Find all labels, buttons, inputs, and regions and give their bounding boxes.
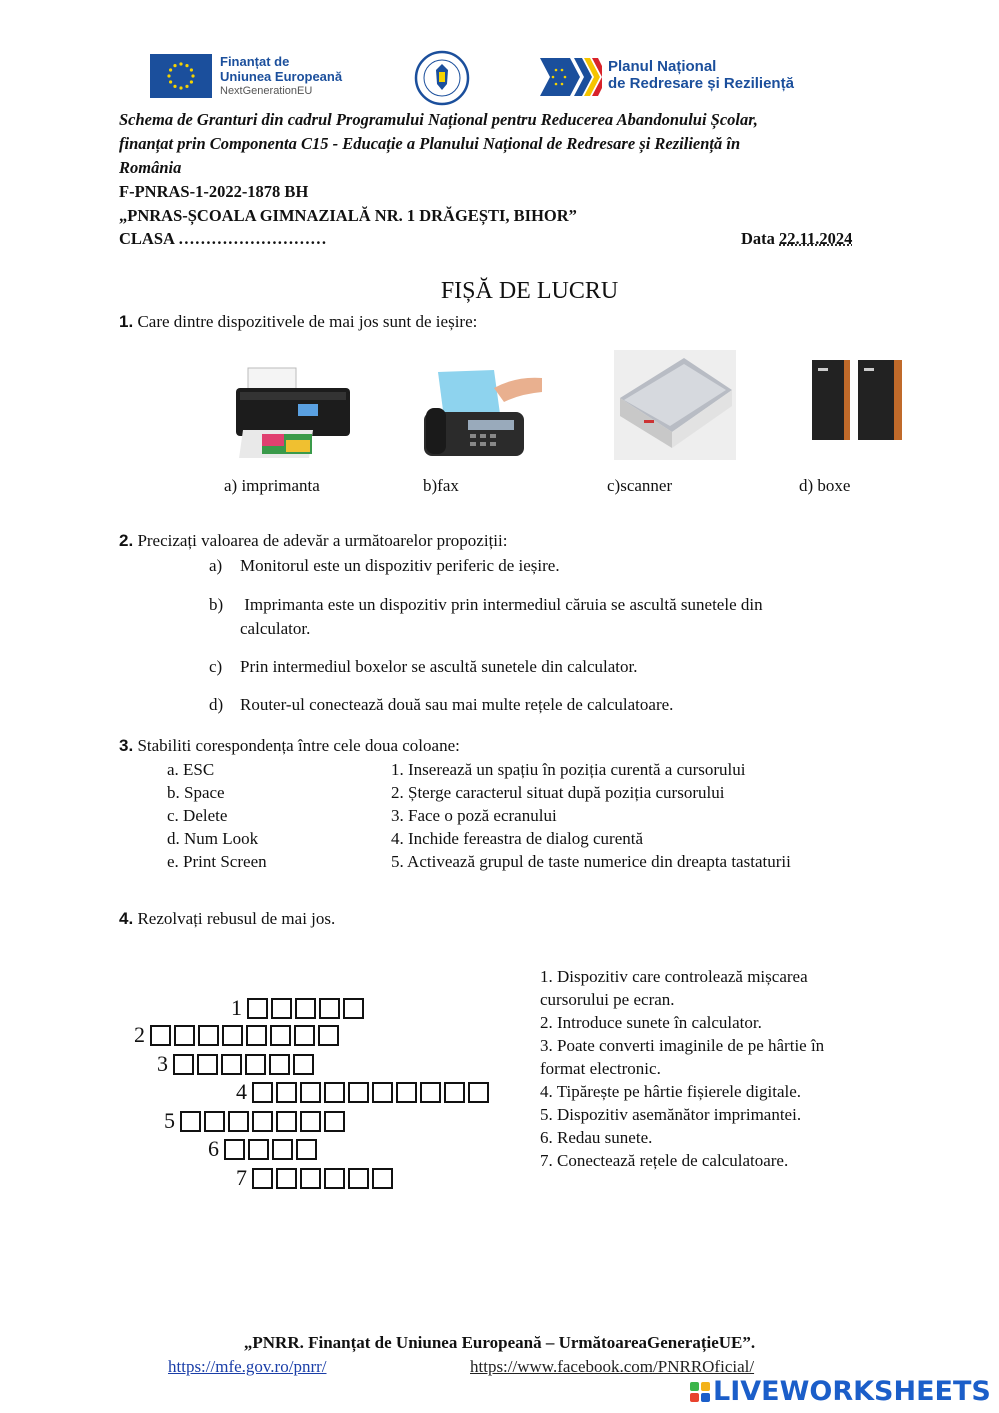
crossword-cell[interactable] bbox=[276, 1111, 297, 1132]
question-2 bbox=[119, 531, 507, 551]
statement-d bbox=[209, 693, 673, 717]
question-1-number: 1. bbox=[119, 312, 134, 331]
intro-line-2: finanțat prin Componenta C15 - Educație a Planului Național de Redresare și Reziliență în bbox=[119, 134, 741, 153]
liveworksheets-logo[interactable] bbox=[690, 1376, 991, 1407]
eu-logo-line3: NextGenerationEU bbox=[220, 85, 313, 97]
crossword-cell[interactable] bbox=[269, 1054, 290, 1075]
match-right-1: 1. Inserează un spațiu în poziția curentă a cursorului bbox=[391, 760, 746, 779]
intro-line-1: Schema de Granturi din cadrul Programului Național pentru Reducerea Abandonului Școlar, bbox=[119, 110, 758, 129]
clue-4: 4. Tipărește pe hârtie fișierele digitale. bbox=[540, 1082, 802, 1101]
liveworksheets-brand: LIVEWORKSHEETS bbox=[713, 1376, 991, 1407]
match-right-2: 2. Șterge caracterul situat după poziția cursorului bbox=[391, 783, 725, 802]
crossword-cell[interactable] bbox=[174, 1025, 195, 1046]
question-3 bbox=[119, 736, 460, 756]
statement-d-label: d) bbox=[209, 695, 224, 714]
match-right-5: 5. Activează grupul de taste numerice din dreapta tastaturii bbox=[391, 852, 791, 871]
eu-logo-line1: Finanțat de bbox=[220, 54, 290, 69]
pnrr-logo-line2: de Redresare și Reziliență bbox=[608, 75, 794, 92]
crossword-cell[interactable] bbox=[296, 1139, 317, 1160]
option-d-speakers: d) boxe bbox=[799, 476, 851, 495]
question-3-number: 3. bbox=[119, 736, 134, 755]
crossword-cell[interactable] bbox=[294, 1025, 315, 1046]
class-field: CLASA ……………………… bbox=[119, 229, 327, 248]
crossword-cell[interactable] bbox=[468, 1082, 489, 1103]
liveworksheets-icon bbox=[690, 1382, 710, 1402]
match-left-b: b. Space bbox=[167, 783, 225, 802]
government-seal-icon bbox=[414, 50, 470, 106]
clue-1-cont: cursorului pe ecran. bbox=[540, 990, 675, 1009]
crossword-cell[interactable] bbox=[300, 1111, 321, 1132]
option-a-printer: a) imprimanta bbox=[224, 476, 320, 495]
crossword-row-4 bbox=[236, 1081, 489, 1103]
pnrr-logo-icon bbox=[540, 58, 602, 96]
option-b-fax: b)fax bbox=[423, 476, 459, 495]
crossword-cell[interactable] bbox=[319, 998, 340, 1019]
match-left-a: a. ESC bbox=[167, 760, 215, 779]
statement-c-text: Prin intermediul boxelor se ascultă sunetele din calculator. bbox=[240, 657, 638, 676]
statement-c bbox=[209, 655, 638, 679]
clue-7: 7. Conectează rețele de calculatoare. bbox=[540, 1151, 789, 1170]
eu-logo-text bbox=[220, 54, 342, 99]
question-4-number: 4. bbox=[119, 909, 134, 928]
crossword-cell[interactable] bbox=[372, 1082, 393, 1103]
question-4 bbox=[119, 909, 335, 929]
fax-image bbox=[420, 368, 544, 460]
crossword-cell[interactable] bbox=[150, 1025, 171, 1046]
crossword-row-2 bbox=[134, 1024, 339, 1046]
crossword-cell[interactable] bbox=[444, 1082, 465, 1103]
crossword-row-number: 7 bbox=[236, 1165, 247, 1190]
crossword-cell[interactable] bbox=[420, 1082, 441, 1103]
crossword-cell[interactable] bbox=[324, 1111, 345, 1132]
crossword-cell[interactable] bbox=[324, 1082, 345, 1103]
crossword-cell[interactable] bbox=[252, 1082, 273, 1103]
question-1-text: Care dintre dispozitivele de mai jos sunt de ieșire: bbox=[137, 312, 478, 331]
question-1 bbox=[119, 312, 477, 332]
pnrr-logo-line1: Planul Național bbox=[608, 58, 717, 75]
crossword-cell[interactable] bbox=[270, 1025, 291, 1046]
crossword-cell[interactable] bbox=[246, 1025, 267, 1046]
page-title: FIȘĂ DE LUCRU bbox=[440, 278, 619, 304]
match-left-d: d. Num Look bbox=[167, 829, 259, 848]
date-label: Data bbox=[741, 229, 775, 248]
clue-3: 3. Poate converti imaginile de pe hârtie în bbox=[540, 1036, 825, 1055]
date-line bbox=[741, 229, 852, 249]
option-c-scanner: c)scanner bbox=[607, 476, 673, 495]
crossword-clues bbox=[540, 965, 890, 1172]
crossword-cell[interactable] bbox=[228, 1111, 249, 1132]
statement-c-label: c) bbox=[209, 657, 223, 676]
question-2-text: Precizați valoarea de adevăr a următoarelor propoziții: bbox=[137, 531, 508, 550]
crossword-cell[interactable] bbox=[248, 1139, 269, 1160]
crossword-row-number: 1 bbox=[231, 995, 242, 1020]
crossword-cell[interactable] bbox=[396, 1082, 417, 1103]
crossword-cell[interactable] bbox=[180, 1111, 201, 1132]
crossword-cell[interactable] bbox=[221, 1054, 242, 1075]
clue-5: 5. Dispozitiv asemănător imprimantei. bbox=[540, 1105, 802, 1124]
crossword-cell[interactable] bbox=[300, 1082, 321, 1103]
eu-logo-line2: Uniunea Europeană bbox=[220, 69, 343, 84]
crossword-cell[interactable] bbox=[252, 1168, 273, 1189]
crossword-cell[interactable] bbox=[276, 1082, 297, 1103]
statement-b-label: b) bbox=[209, 595, 224, 614]
match-left-e: e. Print Screen bbox=[167, 852, 267, 871]
project-code: F-PNRAS-1-2022-1878 BH bbox=[119, 182, 309, 201]
speakers-image bbox=[810, 358, 904, 442]
statement-b bbox=[209, 593, 763, 641]
crossword-cell[interactable] bbox=[224, 1139, 245, 1160]
question-2-number: 2. bbox=[119, 531, 134, 550]
crossword-row-3 bbox=[157, 1053, 314, 1075]
clue-6: 6. Redau sunete. bbox=[540, 1128, 653, 1147]
match-left-c: c. Delete bbox=[167, 806, 228, 825]
crossword-cell[interactable] bbox=[197, 1054, 218, 1075]
crossword-row-number: 5 bbox=[164, 1108, 175, 1133]
match-right-4: 4. Inchide fereastra de dialog curentă bbox=[391, 829, 644, 848]
statement-a-text: Monitorul este un dispozitiv periferic de ieșire. bbox=[240, 556, 560, 575]
crossword-row-number: 4 bbox=[236, 1079, 247, 1104]
crossword-cell[interactable] bbox=[318, 1025, 339, 1046]
match-right-3: 3. Face o poză ecranului bbox=[391, 806, 557, 825]
crossword-cell[interactable] bbox=[204, 1111, 225, 1132]
question-4-text: Rezolvați rebusul de mai jos. bbox=[137, 909, 336, 928]
statement-b-text-cont: calculator. bbox=[240, 619, 311, 638]
statement-d-text: Router-ul conectează două sau mai multe rețele de calculatoare. bbox=[240, 695, 674, 714]
crossword-row-number: 3 bbox=[157, 1051, 168, 1076]
intro-line-3: România bbox=[119, 158, 182, 177]
crossword-row-7 bbox=[236, 1167, 393, 1189]
crossword-cell[interactable] bbox=[247, 998, 268, 1019]
crossword-cell[interactable] bbox=[173, 1054, 194, 1075]
statement-b-text: Imprimanta este un dispozitiv prin intermediul căruia se ascultă sunetele din bbox=[240, 595, 763, 614]
crossword-cell[interactable] bbox=[271, 998, 292, 1019]
printer-image bbox=[232, 366, 354, 460]
statement-a-label: a) bbox=[209, 556, 223, 575]
pnrr-logo-text bbox=[608, 58, 794, 92]
crossword-cell[interactable] bbox=[272, 1139, 293, 1160]
crossword-cell[interactable] bbox=[293, 1054, 314, 1075]
crossword-cell[interactable] bbox=[245, 1054, 266, 1075]
crossword-row-5 bbox=[164, 1110, 345, 1132]
crossword-cell[interactable] bbox=[348, 1168, 369, 1189]
crossword-cell[interactable] bbox=[222, 1025, 243, 1046]
crossword-row-number: 6 bbox=[208, 1136, 219, 1161]
date-value: 22.11.2024 bbox=[779, 229, 853, 248]
crossword-cell[interactable] bbox=[372, 1168, 393, 1189]
crossword-cell[interactable] bbox=[276, 1168, 297, 1189]
scanner-image bbox=[614, 350, 736, 460]
mfe-link[interactable]: https://mfe.gov.ro/pnrr/ bbox=[168, 1357, 327, 1376]
crossword-cell[interactable] bbox=[252, 1111, 273, 1132]
clue-2: 2. Introduce sunete în calculator. bbox=[540, 1013, 762, 1032]
footer-slogan: „PNRR. Finanțat de Uniunea Europeană – UrmătoareaGenerațieUE”. bbox=[243, 1333, 756, 1352]
crossword-cell[interactable] bbox=[295, 998, 316, 1019]
crossword-cell[interactable] bbox=[300, 1168, 321, 1189]
program-description bbox=[119, 108, 889, 180]
clue-3-cont: format electronic. bbox=[540, 1059, 661, 1078]
crossword-row-number: 2 bbox=[134, 1022, 145, 1047]
eu-flag-icon bbox=[150, 54, 212, 98]
clue-1: 1. Dispozitiv care controlează mișcarea bbox=[540, 967, 808, 986]
crossword-cell[interactable] bbox=[324, 1168, 345, 1189]
facebook-link[interactable]: https://www.facebook.com/PNRROficial/ bbox=[470, 1357, 755, 1376]
crossword-cell[interactable] bbox=[348, 1082, 369, 1103]
crossword-row-6 bbox=[208, 1138, 317, 1160]
statement-a bbox=[209, 554, 560, 578]
school-name: „PNRAS-ȘCOALA GIMNAZIALĂ NR. 1 DRĂGEȘTI, BIHOR” bbox=[119, 206, 577, 225]
question-3-text: Stabiliti corespondența între cele doua coloane: bbox=[137, 736, 460, 755]
crossword-cell[interactable] bbox=[198, 1025, 219, 1046]
crossword-row-1 bbox=[231, 997, 364, 1019]
crossword-cell[interactable] bbox=[343, 998, 364, 1019]
